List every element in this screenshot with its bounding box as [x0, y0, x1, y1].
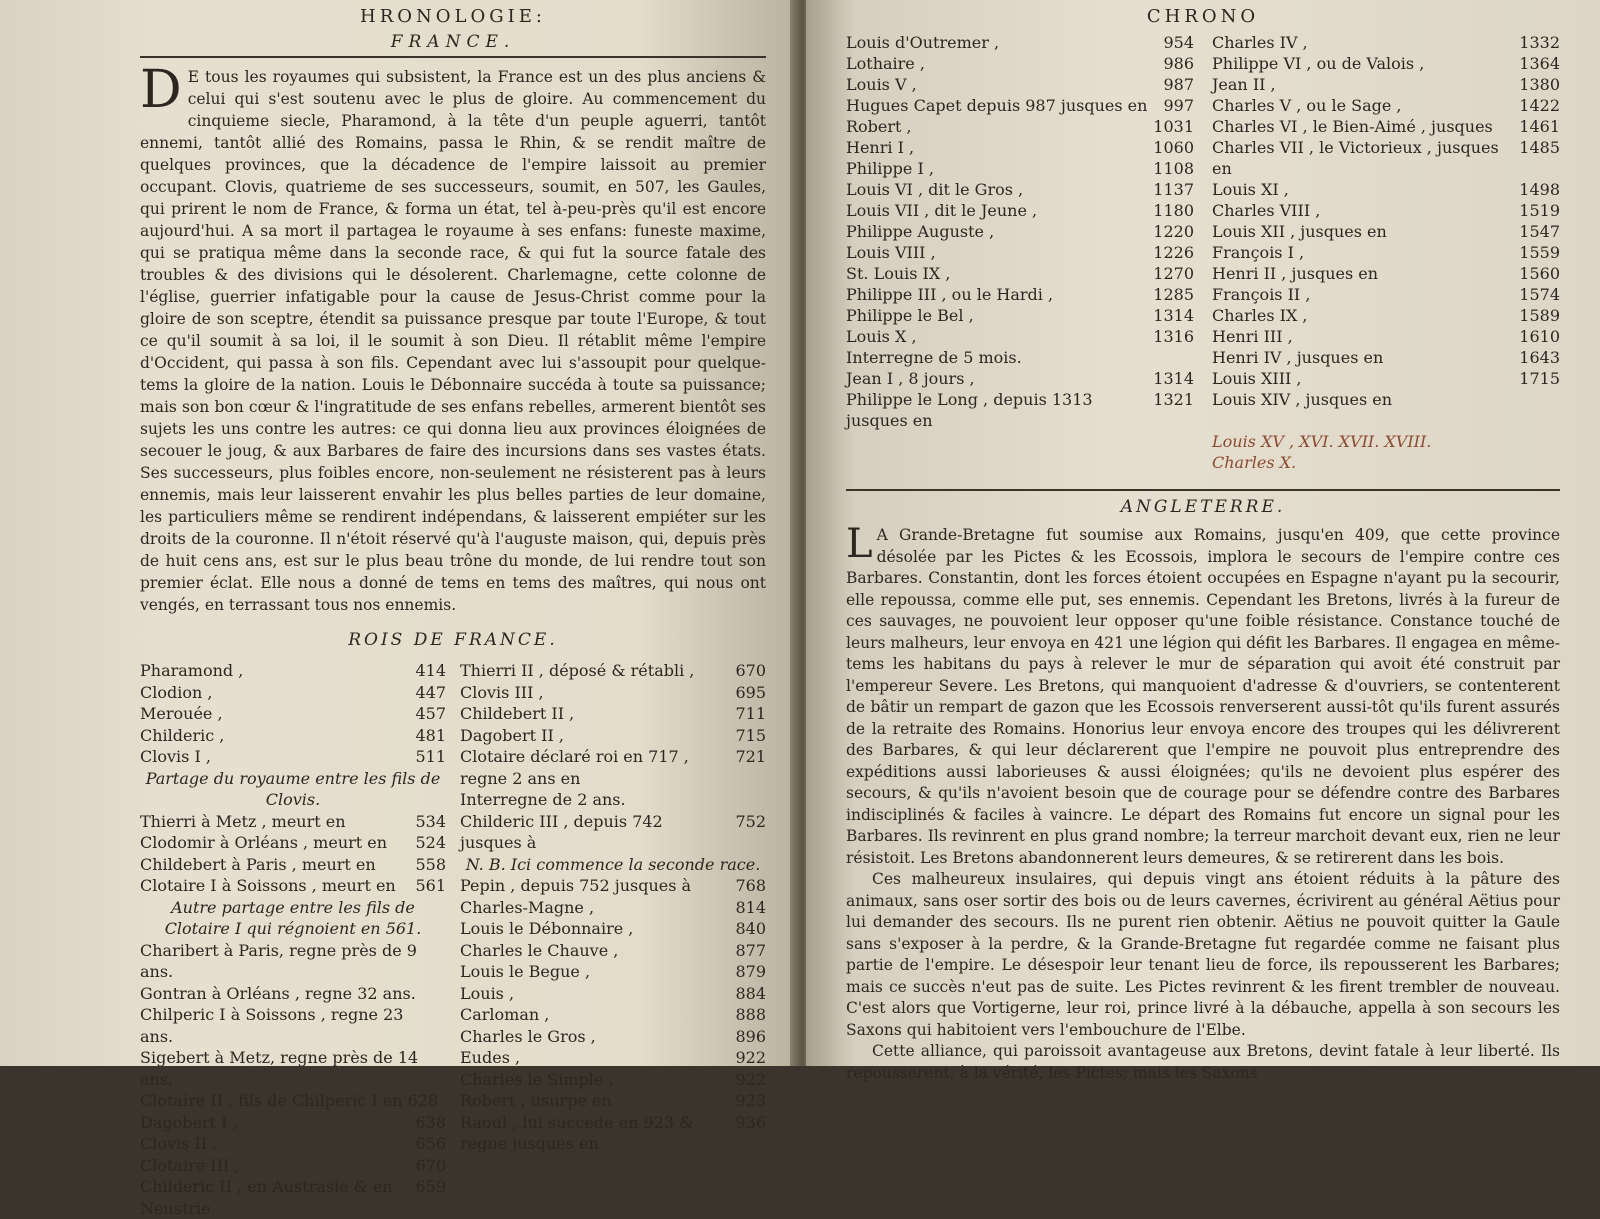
- dropcap-l: L: [846, 521, 873, 567]
- list-item: [1212, 305, 1560, 326]
- ruler-name: Clotaire II , fils de Chilperic I en 628: [140, 1091, 439, 1110]
- ruler-name: Dagobert II ,: [460, 725, 564, 745]
- ruler-name: Louis VI , dit le Gros ,: [846, 180, 1024, 199]
- list-item: [460, 1047, 766, 1069]
- running-head-right: CHRONO: [1146, 6, 1260, 27]
- list-item: [846, 221, 1194, 242]
- list-item: [140, 1133, 446, 1155]
- ruler-name: Carloman ,: [460, 1005, 550, 1024]
- ruler-name: Clodion ,: [140, 682, 213, 702]
- list-item: [846, 284, 1194, 305]
- ruler-name: Clovis III ,: [460, 682, 544, 702]
- ruler-name: Charles VII , le Victorieux , jusques en: [1212, 138, 1499, 178]
- list-item: [460, 811, 766, 854]
- ruler-name: Pepin , depuis 752 jusques à: [460, 876, 692, 895]
- list-item: [846, 74, 1194, 95]
- list-item: [460, 660, 766, 682]
- france-intro-text: E tous les royaumes qui subsistent, la France est un des plus anciens & celui qui s'est soutenu avec le plus de gloire. Au commencement du cinquieme siecle, Pharamond, à la tête d'un peuple aguerri, tantôt ennemi, tantôt allié des Romains, passa le Rhin, & se rendit maître de quelques provinces, que la décadence de l'empire laissoit au premier occupant. Clovis, quatrieme de ses successeurs, soumit, en 507, les Gaules, qui prirent le nom de France, & forma un état, tel à-peu-près qu'il est encore aujourd'hui. A sa mort il partagea le royaume à ses enfans: funeste maxime, qui se pratiqua même dans la seconde race, & qui fut la source fatale des troubles & des divisions qui le désolerent. Charlemagne, cette colonne de l'église, guerrier infatigable pour la cause de Jesus-Christ comme pour la gloire de son sceptre, étendit sa puissance presque par toute l'Europe, & tout ce qu'il soumit à sa loi, il le soumit à son Dieu. Il rétablit même l'empire d'Occident, qui passa à son fils. Cependant avec lui s'assoupit pour quelque-tems la gloire de la nation. Louis le Débonnaire succéda à toute sa puissance; mais son bon cœur & l'ingratitude de ses enfans rebelles, armerent bientôt ses sujets les uns contre les autres: ce qui donna lieu aux provinces éloignées de secouer le joug, & aux Barbares de faire des incursions dans ses vastes états. Ses successeurs, plus foibles encore, non-seulement ne résisterent pas à leurs ennemis, mais leur laisserent envahir les plus belles parties de leur domaine, les particuliers même se rendirent indépendans, & laisserent empiéter sur les droits de la couronne. Il n'étoit réservé qu'à l'auguste maison, qui, depuis près de huit cens ans, est sur le plus beau trône du monde, de lui rendre tout son premier éclat. Elle nous a donné de tems en tems des maîtres, qui nous ont vengés, en terrassant tous nos ennemis.: [140, 68, 766, 614]
- list-item: [1212, 284, 1560, 305]
- ruler-year: 1610: [1519, 327, 1560, 346]
- ruler-name: Childeric III , depuis 742 jusques à: [460, 811, 663, 852]
- list-item: [846, 53, 1194, 74]
- ruler-year: 1559: [1519, 243, 1560, 262]
- list-item: [1212, 389, 1560, 410]
- list-item: [846, 95, 1194, 116]
- list-item: [846, 347, 1194, 368]
- list-item: [460, 789, 766, 811]
- ruler-name: François I ,: [1212, 243, 1305, 262]
- ruler-name: Clotaire I à Soissons , meurt en: [140, 876, 396, 895]
- angleterre-text: [846, 521, 1560, 1084]
- ruler-year: 511: [415, 747, 446, 766]
- ruler-name: Charles V , ou le Sage ,: [1212, 96, 1402, 115]
- ruler-name: Childeric II , en Austrasie & en Neustrie: [140, 1177, 393, 1218]
- ruler-name: Robert ,: [846, 117, 912, 136]
- ruler-name: Clodomir à Orléans , meurt en: [140, 833, 388, 852]
- list-item: [846, 32, 1194, 53]
- ruler-name: Charles le Gros ,: [460, 1026, 596, 1046]
- ruler-name: Henri I ,: [846, 138, 915, 157]
- ruler-name: François II ,: [1212, 285, 1311, 304]
- list-item: [460, 703, 766, 725]
- list-item: [1212, 242, 1560, 263]
- ruler-year: 954: [1163, 33, 1194, 52]
- list-item: [460, 1004, 766, 1026]
- list-note: Autre partage entre les fils de Clotaire I qui régnoient en 561.: [164, 897, 422, 938]
- ruler-name: Louis V ,: [846, 75, 917, 94]
- ruler-name: Charles-Magne ,: [460, 897, 595, 917]
- ruler-name: Merouée ,: [140, 704, 223, 723]
- list-item: [460, 961, 766, 983]
- ruler-year: 457: [415, 704, 446, 723]
- ruler-year: 840: [735, 919, 766, 938]
- ruler-year: 1180: [1153, 201, 1194, 220]
- ruler-year: 1321: [1153, 390, 1194, 409]
- ruler-year: 1314: [1153, 306, 1194, 325]
- dropcap-d: D: [140, 60, 182, 120]
- ruler-year: 695: [735, 682, 766, 702]
- list-item: [140, 1004, 446, 1047]
- list-item: [846, 116, 1194, 137]
- ruler-name: Eudes ,: [460, 1048, 521, 1067]
- ruler-name: Robert , usurpe en: [460, 1091, 612, 1110]
- ruler-year: 1031: [1153, 117, 1194, 136]
- ruler-name: Clovis I ,: [140, 747, 211, 766]
- ruler-name: Lothaire ,: [846, 54, 925, 73]
- ruler-name: Charles IX ,: [1212, 306, 1308, 325]
- ruler-year: 768: [735, 876, 766, 895]
- ruler-year: 1108: [1153, 159, 1194, 178]
- ruler-name: Louis XIV , jusques en: [1212, 390, 1393, 409]
- ruler-name: Henri III ,: [1212, 327, 1293, 346]
- running-head-left: HRONOLOGIE:: [360, 6, 546, 27]
- ruler-year: 447: [415, 682, 446, 702]
- handwritten-annotation-1: Louis XV , XVI. XVII. XVIII.: [1212, 432, 1432, 451]
- ruler-name: Philippe VI , ou de Valois ,: [1212, 54, 1425, 73]
- ruler-name: Raoul , lui succede en 923 & regne jusques en: [460, 1112, 694, 1153]
- list-item: [1212, 347, 1560, 368]
- list-item: [140, 983, 446, 1005]
- list-item: [460, 725, 766, 747]
- list-item: [140, 1176, 446, 1219]
- ruler-name: Childebert à Paris , meurt en: [140, 854, 376, 874]
- ruler-name: Louis VIII ,: [846, 243, 936, 262]
- list-item: [1212, 263, 1560, 284]
- ruler-year: 670: [735, 661, 766, 680]
- divider-rule: [846, 489, 1560, 491]
- list-item: [140, 1112, 446, 1134]
- ruler-year: 1589: [1519, 306, 1560, 325]
- list-item: [1212, 326, 1560, 347]
- ruler-year: 1364: [1519, 54, 1560, 73]
- ruler-year: [1188, 347, 1194, 368]
- ruler-name: Louis XIII ,: [1212, 369, 1302, 388]
- ruler-year: 656: [415, 1134, 446, 1153]
- ruler-year: 1461: [1519, 117, 1560, 136]
- list-item: [460, 1090, 766, 1112]
- list-item: [846, 137, 1194, 158]
- list-item: [460, 918, 766, 940]
- ruler-year: 888: [735, 1005, 766, 1024]
- ruler-year: 1137: [1153, 180, 1194, 199]
- ruler-name: Philippe le Long , depuis 1313 jusques en: [846, 390, 1093, 430]
- ruler-year: [440, 940, 446, 983]
- ruler-year: 922: [735, 1048, 766, 1067]
- ruler-year: 1643: [1519, 348, 1560, 367]
- list-item: [140, 854, 446, 876]
- ruler-year: 659: [415, 1177, 446, 1196]
- ruler-name: Hugues Capet depuis 987 jusques en: [846, 96, 1148, 115]
- ruler-name: Louis XI ,: [1212, 180, 1289, 199]
- ruler-year: [440, 1004, 446, 1047]
- list-item: [460, 682, 766, 704]
- ruler-year: 1485: [1519, 138, 1560, 157]
- ruler-name: Louis X ,: [846, 327, 917, 346]
- ruler-year: [440, 1090, 446, 1112]
- ruler-year: 986: [1163, 54, 1194, 73]
- ruler-year: 987: [1163, 75, 1194, 94]
- ruler-year: 1574: [1519, 285, 1560, 304]
- chronology-column-1: [846, 32, 1194, 431]
- ruler-year: 1715: [1519, 369, 1560, 388]
- section-title-france: FRANCE.: [140, 32, 766, 58]
- ruler-name: Thierri II , déposé & rétabli ,: [460, 661, 695, 680]
- angleterre-para-3: Cette alliance, qui paroissoit avantageuse aux Bretons, devint fatale à leur liberté. Ils repousserent, à la vérité, les Pictes; mais les Saxons: [846, 1042, 1560, 1082]
- ruler-year: 997: [1163, 96, 1194, 115]
- ruler-year: 1547: [1519, 222, 1560, 241]
- ruler-year: 752: [735, 811, 766, 831]
- list-item: [846, 305, 1194, 326]
- ruler-year: 879: [735, 962, 766, 981]
- ruler-name: Jean II ,: [1212, 75, 1276, 94]
- chronology-list: [846, 32, 1560, 431]
- list-item: [140, 682, 446, 704]
- ruler-name: Jean I , 8 jours ,: [846, 369, 975, 388]
- ruler-name: Sigebert à Metz, regne près de 14 ans.: [140, 1048, 419, 1089]
- kings-title: ROIS DE FRANCE.: [348, 630, 558, 650]
- list-item: [1212, 221, 1560, 242]
- list-item: [140, 1155, 446, 1177]
- angleterre-para-2: Ces malheureux insulaires, qui depuis vingt ans étoient réduits à la pâture des animaux, sans oser sortir des bois ou de leurs cavernes, écrivirent au général Aëtius pour lui demander des secours. Ils ne purent rien obtenir. Aëtius ne pouvoit quitter la Gaule sans s'exposer à la perdre, & la Grande-Bretagne fut regardée comme ne faisant plus partie de l'empire. Le désespoir leur tenant lieu de force, ils repousserent les Barbares; mais ce succès n'eut pas de suite. Les Pictes revinrent & les firent trembler de nouveau. C'est alors que Vortigerne, leur roi, prince livré à la débauche, appella à son secours les Saxons qui habitoient vers l'embouchure de l'Elbe.: [846, 870, 1560, 1039]
- ruler-year: 481: [415, 725, 446, 745]
- ruler-year: 1560: [1519, 264, 1560, 283]
- ruler-name: St. Louis IX ,: [846, 264, 951, 283]
- ruler-year: 1380: [1519, 75, 1560, 94]
- list-item: [460, 1026, 766, 1048]
- ruler-name: Henri IV , jusques en: [1212, 348, 1384, 367]
- ruler-name: Clotaire III ,: [140, 1155, 240, 1175]
- ruler-name: Louis ,: [460, 983, 515, 1003]
- ruler-name: Thierri à Metz , meurt en: [140, 811, 346, 831]
- list-item: [1212, 74, 1560, 95]
- list-item: [140, 1047, 446, 1090]
- ruler-year: 1226: [1153, 243, 1194, 262]
- angleterre-para-1: A Grande-Bretagne fut soumise aux Romains, jusqu'en 409, que cette province désolée par les Pictes & les Ecossois, implora le secours de l'empire contre ces Barbares. Constantin, dont les forces étoient occupées en Espagne n'ayant pu la secourir, elle repoussa, comme elle put, ses ennemis. Cependant les Bretons, livrés à la fureur de ces sauvages, ne pouvoient leur opposer qu'une foible résistance. Constance touché de leurs malheurs, leur envoya en 421 une légion qui défit les Barbares. Il engagea en même-tems les habitans du pays à relever le mur de séparation qui avoit été construit par l'empereur Severe. Les Bretons, qui manquoient d'adresse & d'ouvriers, se contenterent de bâtir un rempart de gazon que les Ecossois renverserent aussi-tôt qu'ils furent assurés de la retraite des Romains. Honorius leur envoya encore des troupes qui les délivrerent des Barbares, & qui leur déclarerent que l'empire ne pouvoit plus entreprendre des expéditions aussi laborieuses & aussi éloignées; qu'ils ne devoient plus espérer des secours, & qu'ils n'avoient besoin que de courage pour se défendre contre des Barbares indisciplinés & faciles à vaincre. Le départ des Romains fut encore un signal pour les Barbares. Ils revinrent en plus grand nombre; la terreur marchoit devant eux, rien ne leur résistoit. Les Bretons abandonnerent leurs demeures, & se retirerent dans les bois.: [846, 526, 1560, 867]
- list-item: [1212, 179, 1560, 200]
- ruler-name: Louis VII , dit le Jeune ,: [846, 201, 1038, 220]
- list-item: [140, 703, 446, 725]
- ruler-year: 524: [415, 833, 446, 852]
- list-item: [460, 983, 766, 1005]
- ruler-name: Louis le Begue ,: [460, 962, 591, 981]
- ruler-year: 896: [735, 1026, 766, 1046]
- handwritten-annotation-2: Charles X.: [1212, 453, 1297, 472]
- list-note: N. B. Ici commence la seconde race.: [465, 854, 761, 874]
- ruler-year: [760, 789, 766, 811]
- list-item: [140, 940, 446, 983]
- ruler-year: 558: [415, 854, 446, 874]
- ruler-year: 414: [415, 661, 446, 680]
- ruler-year: 923: [735, 1091, 766, 1110]
- ruler-year: 884: [735, 983, 766, 1003]
- ruler-name: Clovis II ,: [140, 1134, 218, 1153]
- ruler-name: Pharamond ,: [140, 661, 244, 680]
- france-intro: [140, 60, 766, 616]
- ruler-year: 1060: [1153, 138, 1194, 157]
- list-item: [140, 1090, 446, 1112]
- list-item: [1212, 137, 1560, 179]
- list-item: [1212, 200, 1560, 221]
- list-item: [846, 389, 1194, 431]
- left-page: [0, 0, 800, 1218]
- ruler-name: Charles le Simple ,: [460, 1069, 614, 1089]
- ruler-year: 1519: [1519, 201, 1560, 220]
- ruler-year: 1422: [1519, 96, 1560, 115]
- ruler-year: 877: [735, 940, 766, 960]
- list-item: [1212, 95, 1560, 116]
- ruler-year: 1332: [1519, 33, 1560, 52]
- ruler-name: Charles IV ,: [1212, 33, 1308, 52]
- kings-list: [140, 660, 766, 1219]
- ruler-name: Charibert à Paris, regne près de 9 ans.: [140, 940, 417, 981]
- right-page: [806, 0, 1600, 1082]
- list-item: [846, 263, 1194, 284]
- ruler-year: 936: [735, 1112, 766, 1132]
- ruler-year: 1314: [1153, 369, 1194, 388]
- list-item: [846, 326, 1194, 347]
- ruler-year: 711: [735, 704, 766, 723]
- ruler-name: Childeric ,: [140, 725, 225, 745]
- list-item: [460, 940, 766, 962]
- ruler-year: 1498: [1519, 180, 1560, 199]
- list-note: Partage du royaume entre les fils de Clovis.: [145, 768, 441, 809]
- ruler-name: Philippe le Bel ,: [846, 306, 974, 325]
- ruler-year: [440, 983, 446, 1005]
- chronology-column-2: [1212, 32, 1560, 431]
- list-item: [140, 875, 446, 897]
- list-item: [1212, 368, 1560, 389]
- ruler-year: 814: [735, 897, 766, 917]
- list-item: [1212, 53, 1560, 74]
- list-item: [846, 179, 1194, 200]
- list-item: [140, 725, 446, 747]
- ruler-year: [1554, 389, 1560, 410]
- list-item: [846, 368, 1194, 389]
- ruler-year: 534: [415, 811, 446, 831]
- handwritten-notes: [846, 431, 1560, 473]
- ruler-year: 1285: [1153, 285, 1194, 304]
- list-item: [1212, 116, 1560, 137]
- list-item: [460, 1112, 766, 1155]
- list-item: [460, 746, 766, 789]
- ruler-name: Dagobert I ,: [140, 1112, 238, 1132]
- ruler-year: 715: [735, 725, 766, 745]
- list-item: [460, 897, 766, 919]
- ruler-name: Philippe I ,: [846, 159, 934, 178]
- list-item: [140, 660, 446, 682]
- ruler-name: Philippe III , ou le Hardi ,: [846, 285, 1054, 304]
- ruler-year: 638: [415, 1112, 446, 1132]
- ruler-name: Clotaire déclaré roi en 717 , regne 2 ans en: [460, 747, 689, 788]
- ruler-name: Philippe Auguste ,: [846, 222, 995, 241]
- ruler-year: 561: [415, 876, 446, 895]
- list-item: [846, 242, 1194, 263]
- ruler-year: 721: [735, 747, 766, 766]
- kings-column-2: [460, 660, 766, 1219]
- list-item: [140, 746, 446, 768]
- list-item: [140, 811, 446, 833]
- kings-column-1: [140, 660, 446, 1219]
- ruler-name: Interregne de 5 mois.: [846, 348, 1022, 367]
- list-item: [140, 832, 446, 854]
- list-item: [460, 1069, 766, 1091]
- ruler-name: Charles VI , le Bien-Aimé , jusques: [1212, 117, 1493, 136]
- section-title-angleterre: ANGLETERRE.: [1120, 497, 1286, 517]
- ruler-year: 922: [735, 1069, 766, 1089]
- ruler-year: 1270: [1153, 264, 1194, 283]
- list-item: [1212, 32, 1560, 53]
- ruler-name: Charles le Chauve ,: [460, 940, 619, 960]
- list-item: [846, 200, 1194, 221]
- ruler-name: Charles VIII ,: [1212, 201, 1321, 220]
- ruler-year: [440, 1047, 446, 1090]
- ruler-year: 1220: [1153, 222, 1194, 241]
- ruler-year: 670: [415, 1155, 446, 1175]
- ruler-name: Chilperic I à Soissons , regne 23 ans.: [140, 1005, 404, 1046]
- list-item: [460, 875, 766, 897]
- ruler-name: Henri II , jusques en: [1212, 264, 1379, 283]
- ruler-name: Gontran à Orléans , regne 32 ans.: [140, 983, 416, 1003]
- ruler-name: Interregne de 2 ans.: [460, 790, 626, 809]
- ruler-name: Louis d'Outremer ,: [846, 33, 1000, 52]
- ruler-name: Childebert II ,: [460, 704, 575, 723]
- ruler-name: Louis le Débonnaire ,: [460, 919, 634, 938]
- list-item: [846, 158, 1194, 179]
- ruler-year: 1316: [1153, 327, 1194, 346]
- ruler-name: Louis XII , jusques en: [1212, 222, 1387, 241]
